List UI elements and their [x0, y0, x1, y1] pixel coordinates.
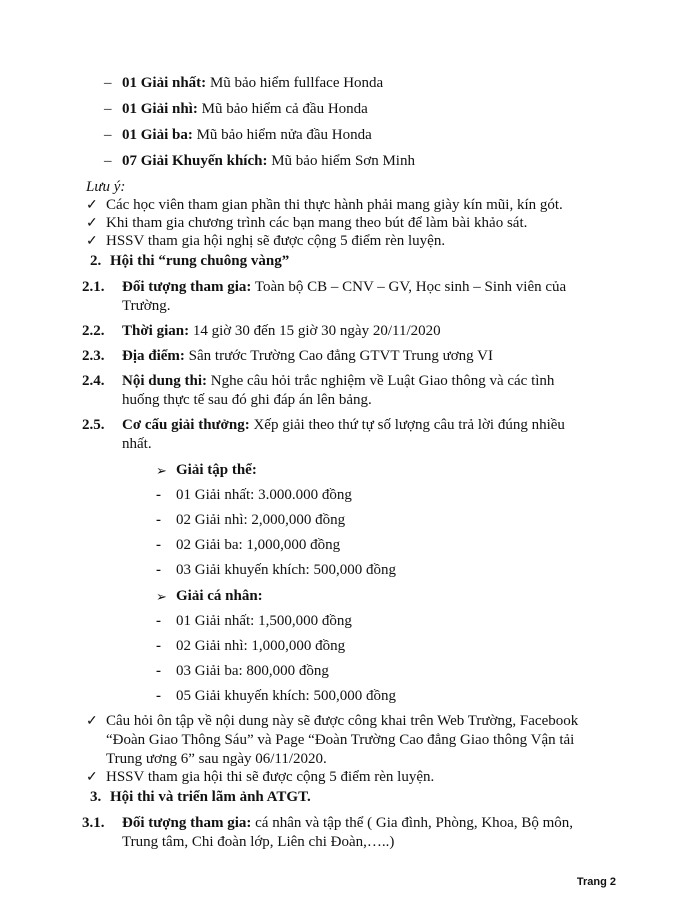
section-title: Hội thi “rung chuông vàng” [110, 253, 290, 269]
list-item: 01 Giải nhất: Mũ bảo hiểm fullface Honda [122, 75, 384, 91]
item-body: Đối tượng tham gia: cá nhân và tập thể ( Gia đình, Phòng, Khoa, Bộ môn, Trung tâm, Chi đoàn lớp, Liên chi Đoàn,…..) [122, 815, 573, 850]
list-item: 01 Giải nhất: 1,500,000 đồng [176, 613, 352, 629]
list-item: 01 Giải nhì: Mũ bảo hiểm cả đầu Honda [122, 101, 368, 117]
list-dash: – [104, 75, 112, 91]
check-icon: ✓ [86, 714, 98, 729]
item-number: 2.2. [82, 323, 105, 339]
list-dash: - [156, 512, 161, 528]
note-item: Khi tham gia chương trình các bạn mang theo bút để làm bài khảo sát. [106, 215, 528, 231]
list-item: 02 Giải nhì: 1,000,000 đồng [176, 638, 346, 654]
item-number: 2.4. [82, 373, 105, 389]
item-body: Nội dung thi: Nghe câu hỏi trắc nghiệm về Luật Giao thông và các tình huống thực tế sau đó ghi đáp án lên bảng. [122, 373, 555, 408]
note-title: Lưu ý: [86, 179, 126, 195]
item-body: Địa điểm: Sân trước Trường Cao đẳng GTVT Trung ương VI [122, 348, 493, 364]
page-number: Trang 2 [576, 876, 616, 888]
note-item: HSSV tham gia hội nghị sẽ được cộng 5 điểm rèn luyện. [106, 233, 446, 249]
list-item: 02 Giải nhì: 2,000,000 đồng [176, 512, 346, 528]
list-dash: – [104, 127, 112, 143]
check-icon: ✓ [86, 770, 98, 785]
list-dash: – [104, 153, 112, 169]
item-number: 2.3. [82, 348, 105, 364]
list-dash: - [156, 613, 161, 629]
note-item: HSSV tham gia hội thi sẽ được cộng 5 điểm rèn luyện. [106, 769, 435, 785]
item-number: 2.1. [82, 279, 105, 295]
note-item: Trung ương 6” sau ngày 06/11/2020. [106, 751, 327, 767]
list-dash: - [156, 562, 161, 578]
list-item: 03 Giải khuyến khích: 500,000 đồng [176, 562, 396, 578]
subsection-title: Giải tập thể: [176, 462, 257, 478]
section-number: 2. [90, 253, 102, 269]
list-dash: - [156, 638, 161, 654]
item-number: 2.5. [82, 417, 105, 433]
note-item: Câu hỏi ôn tập về nội dung này sẽ được công khai trên Web Trường, Facebook [106, 713, 579, 729]
item-body: Cơ cấu giải thưởng: Xếp giải theo thứ tự số lượng câu trả lời đúng nhiều nhất. [122, 417, 565, 452]
section-title: Hội thi và triển lãm ảnh ATGT. [110, 789, 311, 805]
check-icon: ✓ [86, 234, 98, 249]
list-item: 03 Giải ba: 800,000 đồng [176, 663, 329, 679]
list-dash: – [104, 101, 112, 117]
list-dash: - [156, 688, 161, 704]
list-dash: - [156, 663, 161, 679]
note-item: Các học viên tham gian phần thi thực hành phải mang giày kín mũi, kín gót. [106, 197, 563, 213]
section-number: 3. [90, 789, 102, 805]
subsection-title: Giải cá nhân: [176, 588, 263, 604]
list-dash: - [156, 537, 161, 553]
check-icon: ✓ [86, 216, 98, 231]
list-dash: - [156, 487, 161, 503]
list-item: 01 Giải nhất: 3.000.000 đồng [176, 487, 352, 503]
arrow-icon: ➢ [156, 589, 167, 604]
list-item: 01 Giải ba: Mũ bảo hiểm nửa đầu Honda [122, 127, 372, 143]
list-item: 05 Giải khuyến khích: 500,000 đồng [176, 688, 396, 704]
item-number: 3.1. [82, 815, 105, 831]
note-item: “Đoàn Giao Thông Sáu” và Page “Đoàn Trường Cao đẳng Giao thông Vận tải [106, 732, 575, 748]
item-body: Thời gian: 14 giờ 30 đến 15 giờ 30 ngày 20/11/2020 [122, 323, 441, 339]
arrow-icon: ➢ [156, 463, 167, 478]
list-item: 02 Giải ba: 1,000,000 đồng [176, 537, 341, 553]
list-item: 07 Giải Khuyến khích: Mũ bảo hiểm Sơn Minh [122, 153, 415, 169]
check-icon: ✓ [86, 198, 98, 213]
item-body: Đối tượng tham gia: Toàn bộ CB – CNV – GV, Học sinh – Sinh viên của Trường. [122, 279, 567, 314]
